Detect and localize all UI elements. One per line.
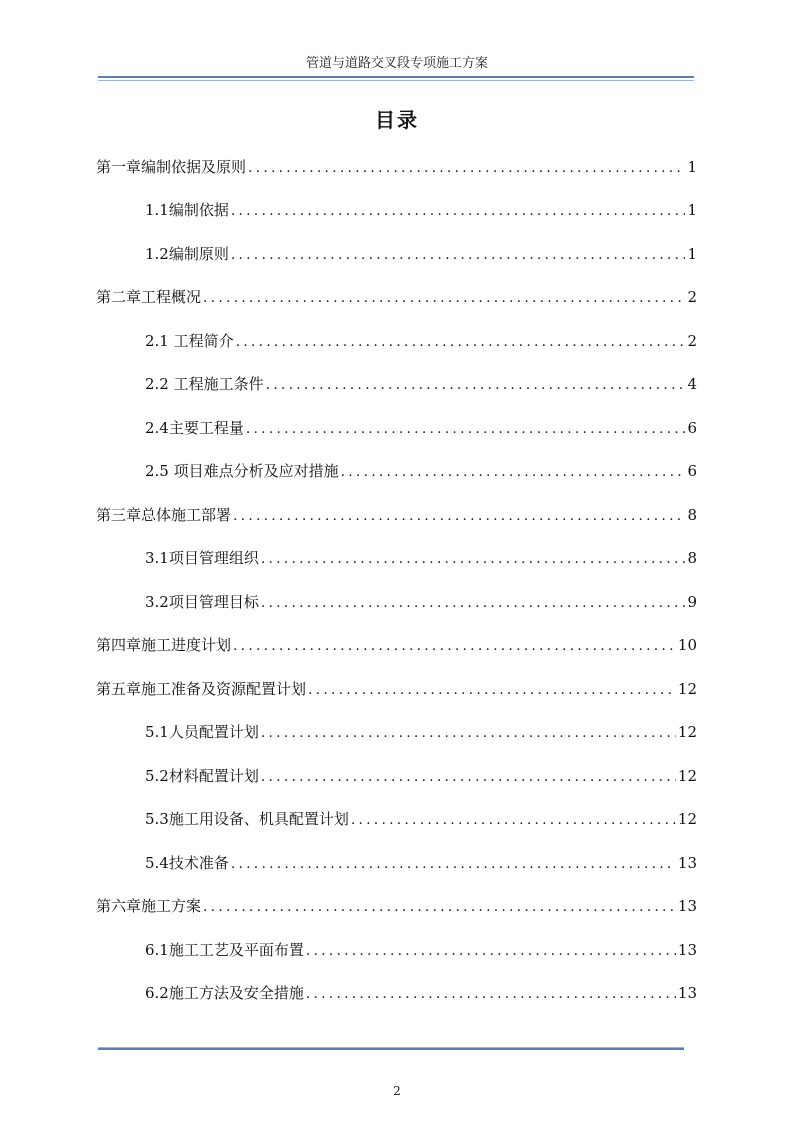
- toc-entry-page: 2: [687, 288, 697, 306]
- toc-entry-5-3[interactable]: [145, 808, 697, 830]
- toc-entry-page: 13: [677, 854, 697, 872]
- toc-entry-page: 8: [687, 506, 697, 524]
- toc-entry-page: 1: [687, 245, 697, 263]
- dot-leader: [266, 374, 686, 396]
- toc-entry-label: 2.4主要工程量: [145, 419, 244, 437]
- toc-entry-page: 6: [687, 419, 697, 437]
- dot-leader: [341, 461, 686, 483]
- dot-leader: [233, 635, 676, 657]
- toc-entry-page: 8: [687, 549, 697, 567]
- dot-leader: [246, 418, 686, 440]
- toc-heading: 目录: [375, 108, 419, 132]
- toc-entry-6-1[interactable]: [145, 939, 697, 961]
- toc-entry-label: 第三章总体施工部署: [96, 506, 232, 524]
- toc-entry-label: 5.4技术准备: [145, 854, 229, 872]
- toc-entry-label: 第五章施工准备及资源配置计划: [96, 680, 307, 698]
- toc-entry-label: 3.1项目管理组织: [145, 549, 259, 567]
- toc-entry-label: 2.2 工程施工条件: [145, 375, 264, 393]
- toc-entry-page: 2: [687, 332, 697, 350]
- toc-entry-page: 12: [677, 723, 697, 741]
- toc-entry-chapter-1[interactable]: [96, 156, 697, 178]
- dot-leader: [351, 809, 676, 831]
- dot-leader: [261, 592, 686, 614]
- toc-entry-page: 4: [687, 375, 697, 393]
- dot-leader: [261, 766, 676, 788]
- toc-entry-label: 6.2施工方法及安全措施: [145, 984, 304, 1002]
- dot-leader: [233, 505, 685, 527]
- footer-rule: [98, 1045, 684, 1050]
- toc-entry-5-4[interactable]: [145, 852, 697, 874]
- toc-entry-2-4[interactable]: [145, 417, 697, 439]
- toc-entry-label: 第六章施工方案: [96, 897, 202, 915]
- toc-entry-chapter-5[interactable]: [96, 678, 697, 700]
- toc-entry-1-1[interactable]: [145, 199, 697, 221]
- toc-entry-page: 1: [687, 201, 697, 219]
- toc-entry-label: 第二章工程概况: [96, 288, 202, 306]
- toc-entry-page: 13: [677, 941, 697, 959]
- toc-entry-5-2[interactable]: [145, 765, 697, 787]
- header-rule: [98, 76, 694, 81]
- dot-leader: [306, 983, 676, 1005]
- dot-leader: [231, 853, 676, 875]
- toc-entry-2-2[interactable]: [145, 373, 697, 395]
- toc-entry-page: 12: [677, 810, 697, 828]
- toc-entry-chapter-4[interactable]: [96, 634, 697, 656]
- toc-entry-label: 第一章编制依据及原则: [96, 158, 247, 176]
- toc-entry-6-2[interactable]: [145, 982, 697, 1004]
- toc-entry-label: 1.1编制依据: [145, 201, 229, 219]
- dot-leader: [203, 896, 676, 918]
- toc-entry-page: 10: [677, 636, 697, 654]
- toc-entry-page: 12: [677, 680, 697, 698]
- toc-entry-3-2[interactable]: [145, 591, 697, 613]
- running-header-title: 管道与道路交叉段专项施工方案: [305, 56, 488, 71]
- toc-entry-3-1[interactable]: [145, 547, 697, 569]
- toc-entry-label: 5.3施工用设备、机具配置计划: [145, 810, 349, 828]
- toc-entry-page: 1: [687, 158, 697, 176]
- toc-entry-label: 2.1 工程简介: [145, 332, 234, 350]
- dot-leader: [236, 331, 686, 353]
- toc-entry-label: 第四章施工进度计划: [96, 636, 232, 654]
- dot-leader: [231, 200, 686, 222]
- toc-entry-page: 9: [687, 593, 697, 611]
- dot-leader: [248, 157, 685, 179]
- toc-entry-label: 5.1人员配置计划: [145, 723, 259, 741]
- toc-entry-chapter-2[interactable]: [96, 286, 697, 308]
- dot-leader: [308, 679, 676, 701]
- toc-entry-page: 13: [677, 897, 697, 915]
- toc-entry-label: 3.2项目管理目标: [145, 593, 259, 611]
- dot-leader: [261, 722, 676, 744]
- toc-entry-label: 5.2材料配置计划: [145, 767, 259, 785]
- toc-entry-2-5[interactable]: [145, 460, 697, 482]
- toc-entry-label: 1.2编制原则: [145, 245, 229, 263]
- toc-entry-2-1[interactable]: [145, 330, 697, 352]
- toc-entry-1-2[interactable]: [145, 243, 697, 265]
- toc-entry-label: 2.5 项目难点分析及应对措施: [145, 462, 339, 480]
- page-number: 2: [393, 1084, 401, 1098]
- dot-leader: [231, 244, 686, 266]
- toc-entry-chapter-3[interactable]: [96, 504, 697, 526]
- toc-entry-label: 6.1施工工艺及平面布置: [145, 941, 304, 959]
- toc-entry-page: 13: [677, 984, 697, 1002]
- dot-leader: [261, 548, 686, 570]
- toc-entry-5-1[interactable]: [145, 721, 697, 743]
- toc-entry-page: 6: [687, 462, 697, 480]
- toc-entry-chapter-6[interactable]: [96, 895, 697, 917]
- dot-leader: [203, 287, 685, 309]
- toc-entry-page: 12: [677, 767, 697, 785]
- dot-leader: [306, 940, 676, 962]
